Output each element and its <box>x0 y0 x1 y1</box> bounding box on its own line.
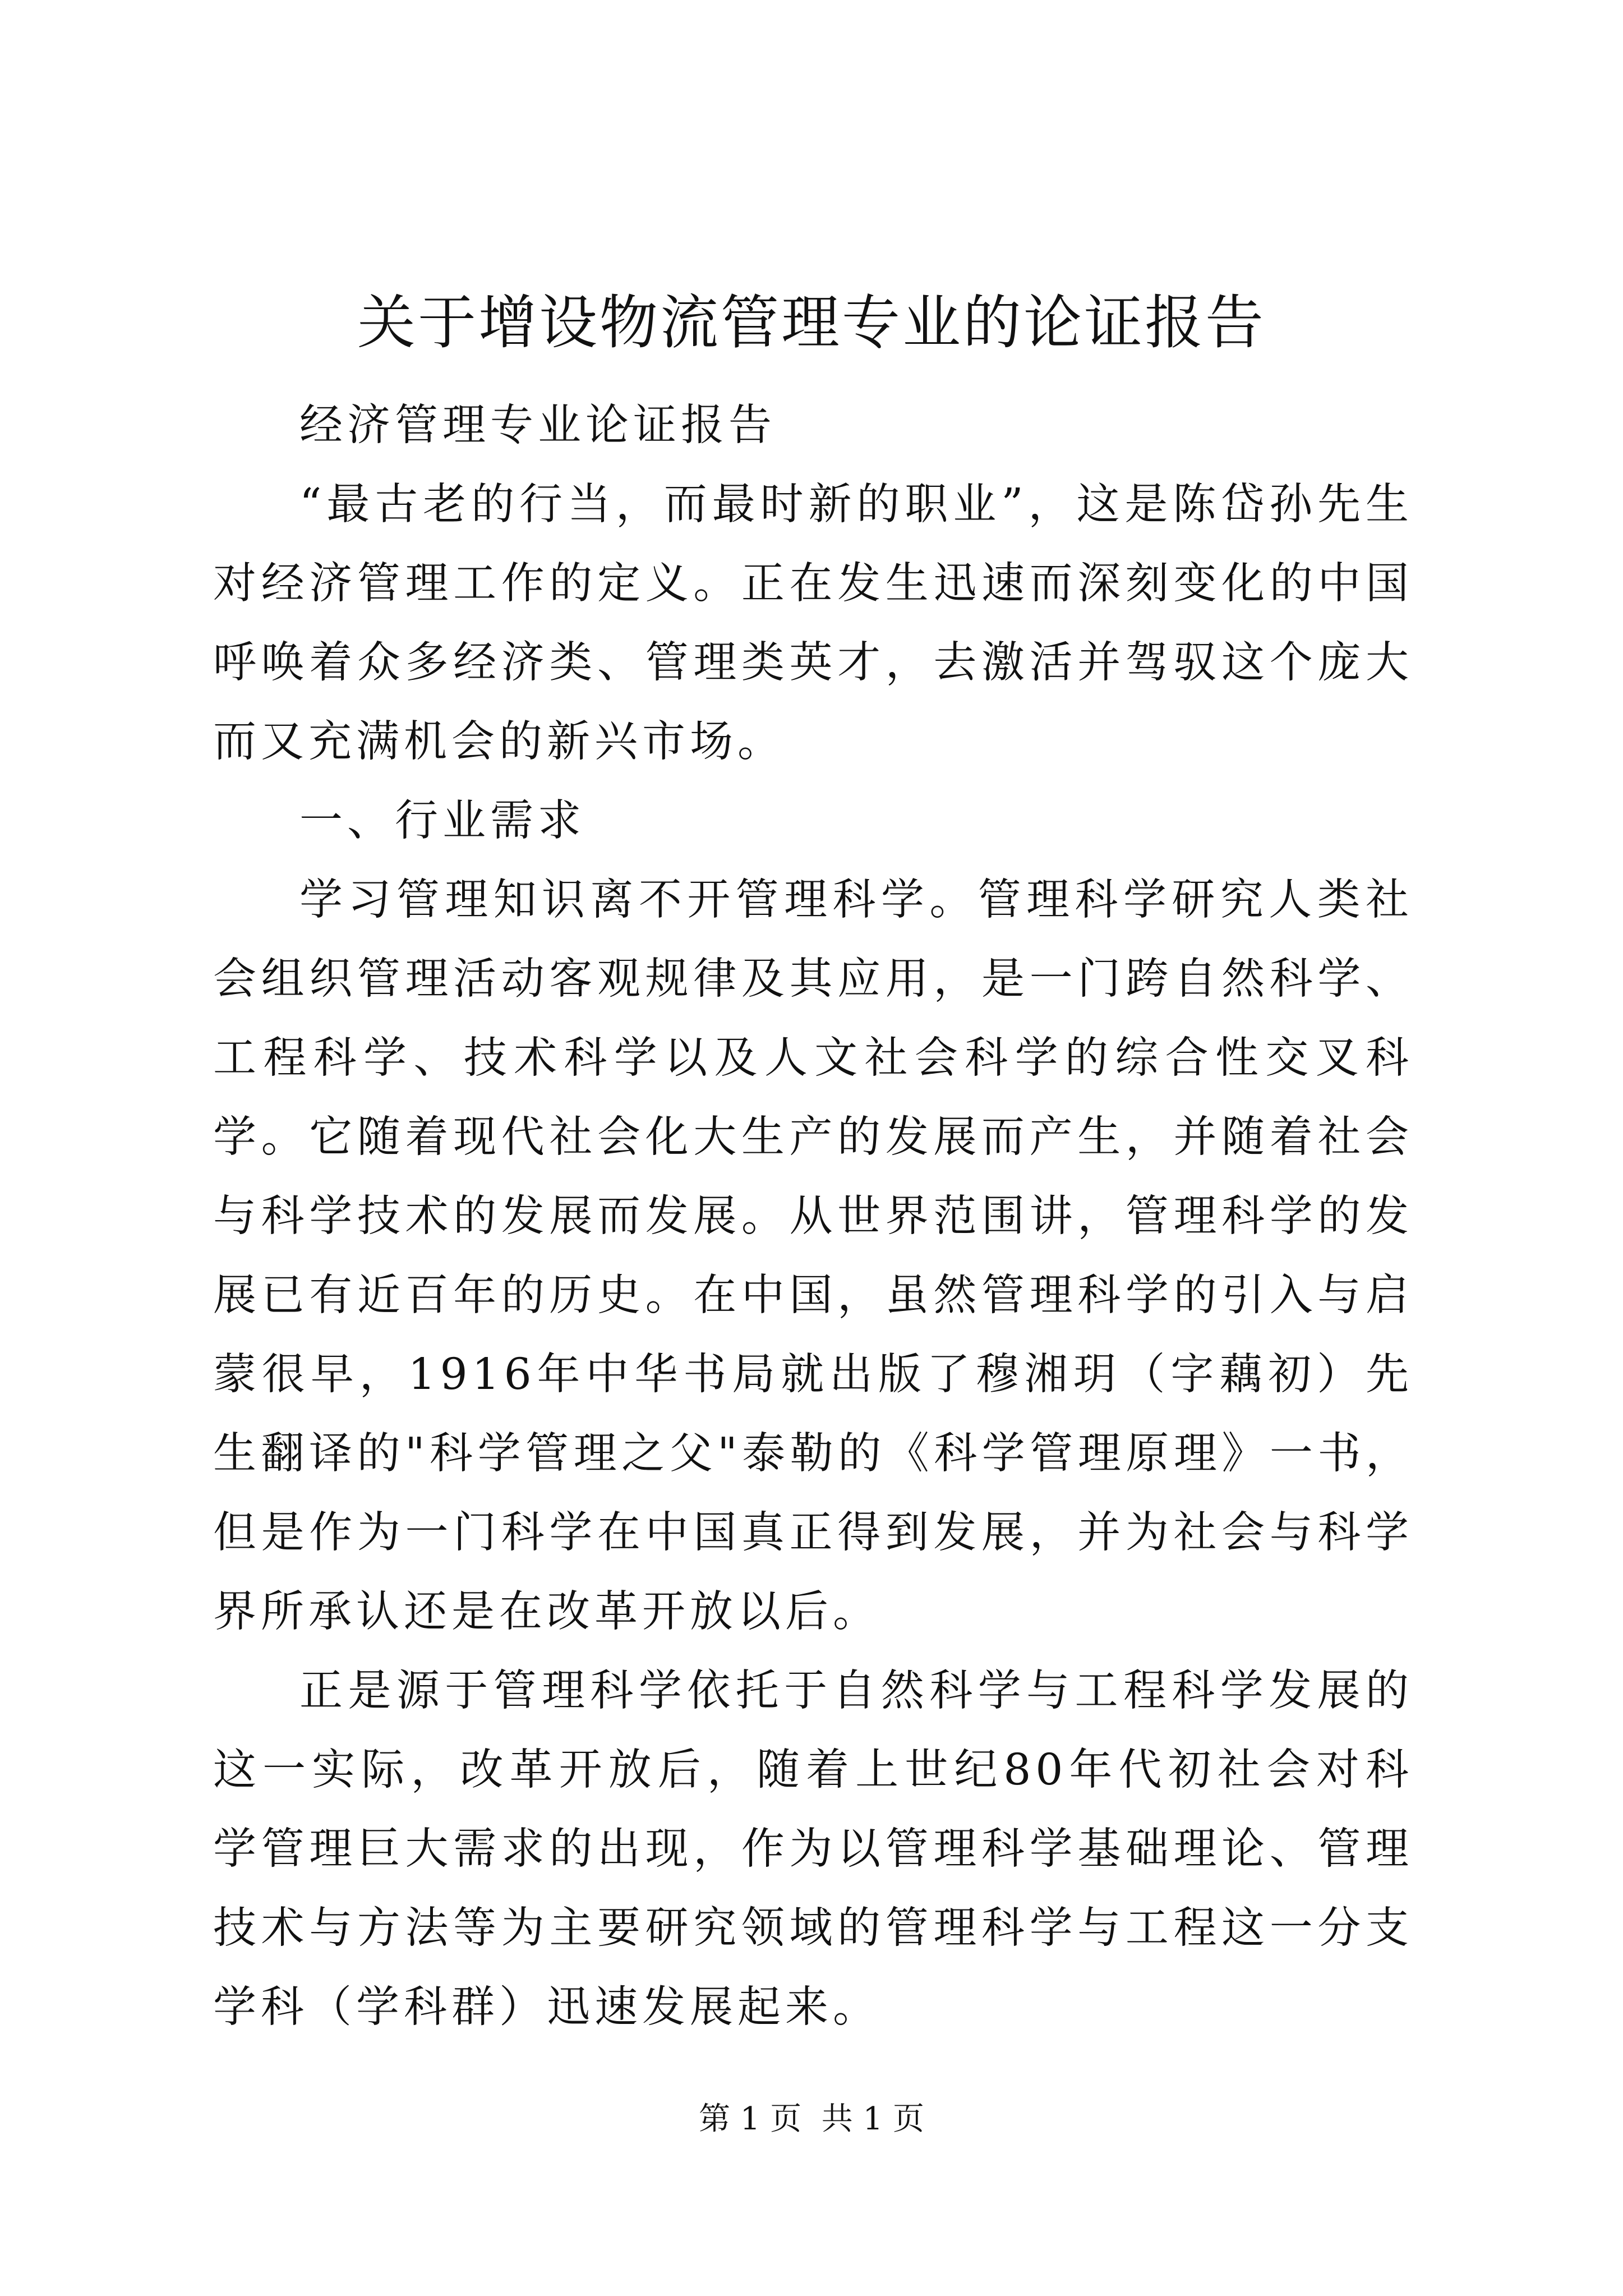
section-heading: 一、行业需求 <box>299 796 585 846</box>
page-footer: 第 1 页 共 1 页 <box>698 2101 925 2137</box>
body-paragraph: 正是源于管理科学依托于自然科学与工程科学发展的这一实际，改革开放后，随着上世纪80年代初社会对科学管理巨大需求的出现，作为以管理科学基础理论、管理技术与方法等为主要研究领域的管理科学与工程这一分支学科（学科群）迅速发展起来。 <box>213 1666 1413 2032</box>
subtitle-paragraph: 经济管理专业论证报告 <box>299 401 776 450</box>
body-paragraph: 学习管理知识离不开管理科学。管理科学研究人类社会组织管理活动客观规律及其应用，是一门跨自然科学、工程科学、技术科学以及人文社会科学的综合性交叉科学。它随着现代社会化大生产的发展而产生，并随着社会与科学技术的发展而发展。从世界范围讲，管理科学的发展已有近百年的历史。在中国，虽然管理科学的引入与启蒙很早，1916年中华书局就出版了穆湘玥（字藕初）先生翻译的"科学管理之父"泰勒的《科学管理原理》一书，但是作为一门科学在中国真正得到发展，并为社会与科学界所承认还是在改革开放以后。 <box>213 875 1413 1637</box>
document-body <box>213 386 1413 2047</box>
document-title: 关于增设物流管理专业的论证报告 <box>357 288 1266 357</box>
intro-paragraph: “最古老的行当，而最时新的职业”，这是陈岱孙先生对经济管理工作的定义。正在发生迅速而深刻变化的中国呼唤着众多经济类、管理类英才，去激活并驾驭这个庞大而又充满机会的新兴市场。 <box>213 480 1413 767</box>
